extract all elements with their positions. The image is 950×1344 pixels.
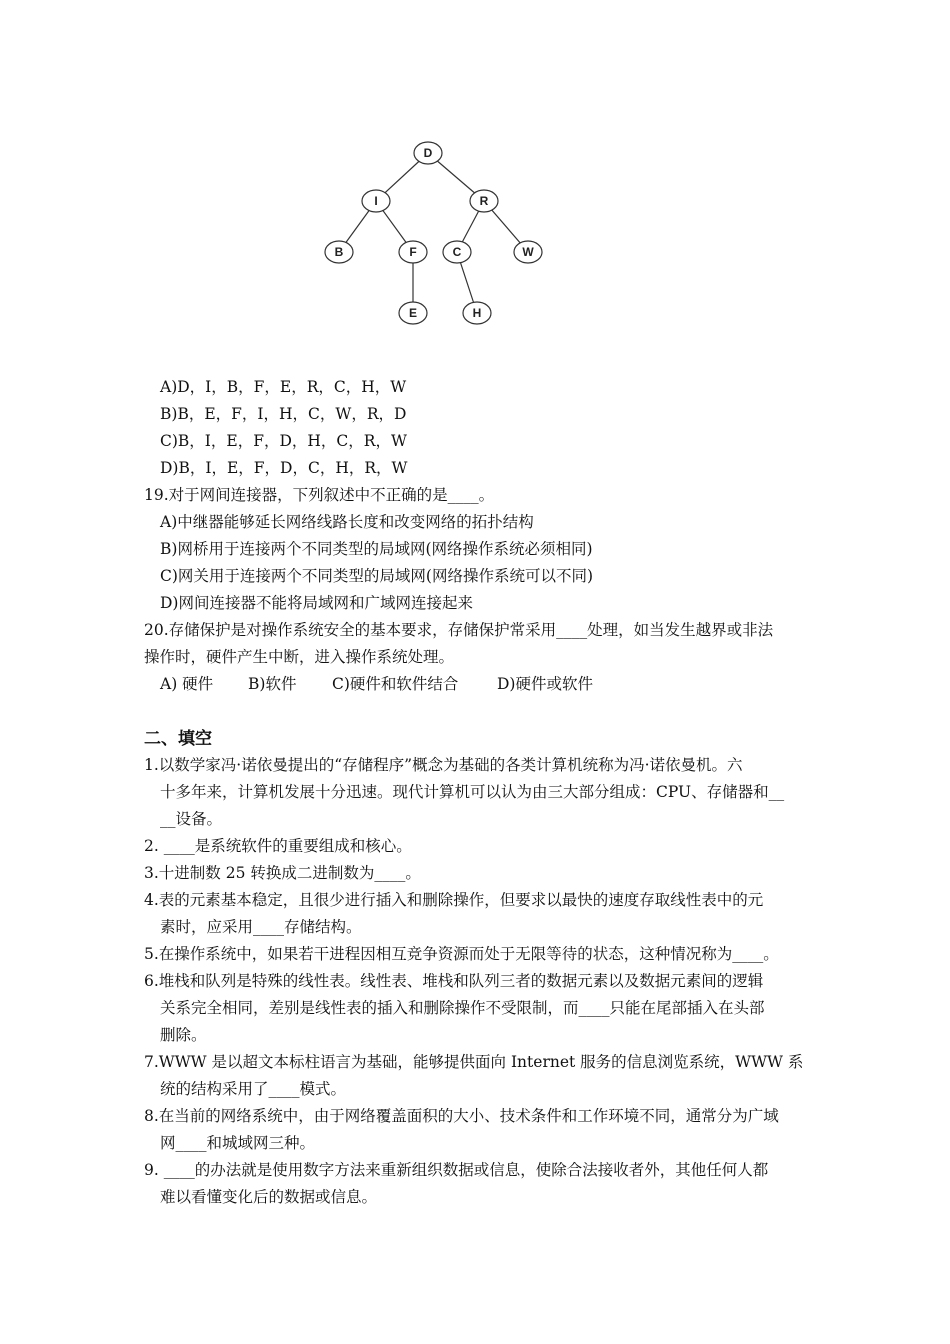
q20-stem-line-1: 20.存储保护是对操作系统安全的基本要求，存储保护常采用____处理，如当发生越界或非法 (144, 621, 774, 639)
tree-label-h: H (472, 306, 482, 320)
fill-q2: 2. ____是系统软件的重要组成和核心。 (144, 837, 412, 855)
tree-label-f: F (409, 245, 417, 259)
fill-q7-line-1: 7.WWW 是以超文本标柱语言为基础，能够提供面向 Internet 服务的信息浏览系统，WWW 系 (144, 1053, 804, 1071)
q19-option-b: B)网桥用于连接两个不同类型的局域网(网络操作系统必须相同) (160, 540, 593, 558)
q19-option-d: D)网间连接器不能将局域网和广域网连接起来 (160, 594, 473, 612)
tree-label-b: B (334, 245, 344, 259)
fill-q9-line-2: 难以看懂变化后的数据或信息。 (160, 1188, 378, 1206)
q20-options-row (160, 673, 593, 695)
q18-option-d: D)B，I，E，F，D，C，H，R，W (160, 459, 408, 477)
fill-q6-line-3: 删除。 (160, 1026, 207, 1044)
q19-stem: 19.对于网间连接器，下列叙述中不正确的是____。 (144, 486, 495, 504)
q18-option-b: B)B，E，F，I，H，C，W，R，D (160, 405, 407, 423)
fill-q9-line-1: 9. ____的办法就是使用数字方法来重新组织数据或信息，使除合法接收者外，其他任何人都 (144, 1161, 769, 1179)
q18-option-a: A)D，I，B，F，E，R，C，H，W (160, 378, 407, 396)
section-heading-fill-in: 二、填空 (144, 729, 212, 749)
fill-q1-line-1: 1.以数学家冯·诺依曼提出的“存储程序”概念为基础的各类计算机统称为冯·诺依曼机。六 (144, 756, 743, 774)
fill-q4-line-2: 素时，应采用____存储结构。 (160, 918, 362, 936)
fill-q4-line-1: 4.表的元素基本稳定，且很少进行插入和删除操作，但要求以最快的速度存取线性表中的元 (144, 891, 764, 909)
q20-option-c: C)硬件和软件结合 (332, 675, 459, 693)
fill-q5: 5.在操作系统中，如果若干进程因相互竞争资源而处于无限等待的状态，这种情况称为____。 (144, 945, 779, 963)
q18-option-c: C)B，I，E，F，D，H，C，R，W (160, 432, 407, 450)
tree-label-e: E (408, 306, 418, 320)
q20-stem-line-2: 操作时，硬件产生中断，进入操作系统处理。 (144, 648, 455, 666)
q20-option-d: D)硬件或软件 (497, 675, 593, 693)
tree-label-w: W (522, 245, 534, 259)
tree-label-i: I (374, 194, 378, 208)
q20-option-a: A) 硬件 (160, 675, 214, 693)
binary-tree-diagram (318, 136, 548, 332)
fill-q1-line-3: __设备。 (160, 810, 223, 828)
fill-q6-line-1: 6.堆栈和队列是特殊的线性表。线性表、堆栈和队列三者的数据元素以及数据元素间的逻辑 (144, 972, 764, 990)
q20-option-b: B)软件 (248, 675, 297, 693)
fill-q6-line-2: 关系完全相同，差别是线性表的插入和删除操作不受限制，而____只能在尾部插入在头部 (160, 999, 765, 1017)
q19-option-c: C)网关用于连接两个不同类型的局域网(网络操作系统可以不同) (160, 567, 594, 585)
binary-tree-svg (318, 136, 548, 332)
fill-q8-line-1: 8.在当前的网络系统中，由于网络覆盖面积的大小、技术条件和工作环境不同，通常分为广域 (144, 1107, 779, 1125)
q19-option-a: A)中继器能够延长网络线路长度和改变网络的拓扑结构 (160, 513, 534, 531)
tree-label-c: C (452, 245, 462, 259)
fill-q8-line-2: 网____和城域网三种。 (160, 1134, 316, 1152)
fill-q1-line-2: 十多年来，计算机发展十分迅速。现代计算机可以认为由三大部分组成：CPU、存储器和__ (160, 783, 785, 801)
fill-q7-line-2: 统的结构采用了____模式。 (160, 1080, 347, 1098)
tree-label-r: R (479, 194, 489, 208)
fill-q3: 3.十进制数 25 转换成二进制数为____。 (144, 864, 421, 882)
tree-label-d: D (423, 146, 433, 160)
